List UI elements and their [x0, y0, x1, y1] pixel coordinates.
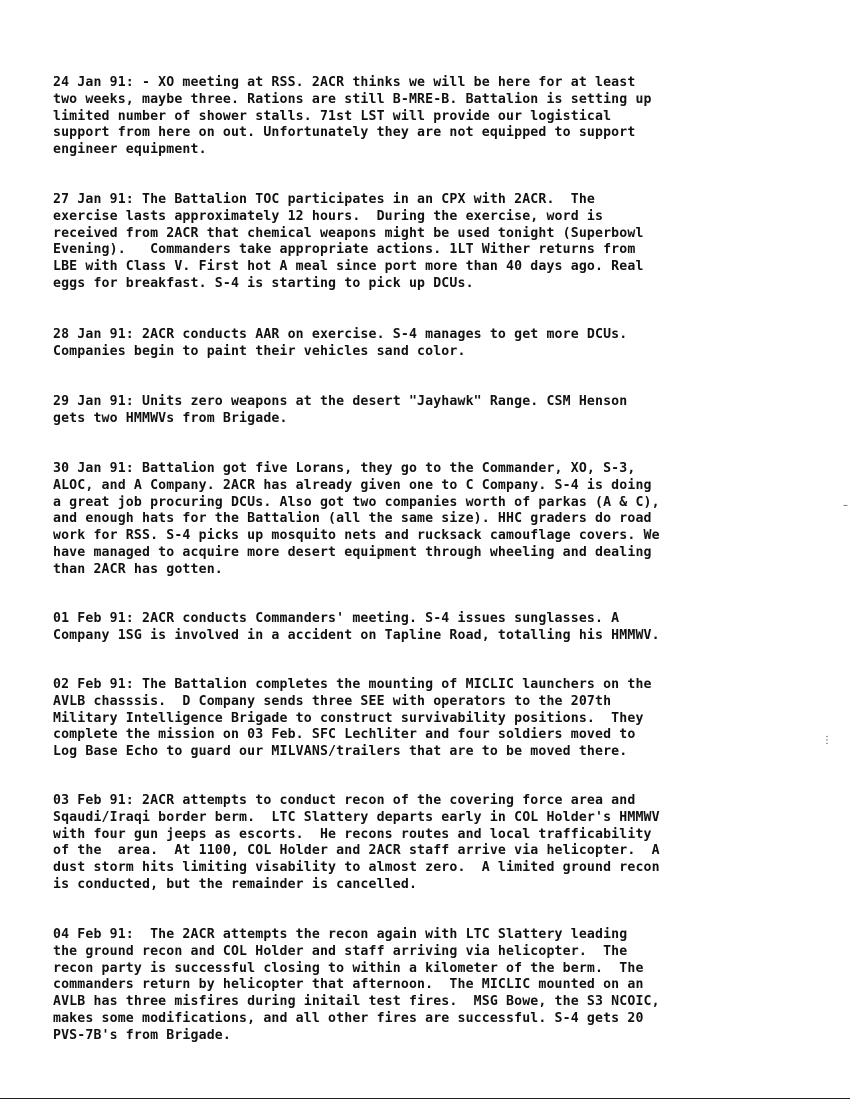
log-entry-29-jan-91: 29 Jan 91: Units zero weapons at the desert "Jayhawk" Range. CSM Henson gets two HMMWVs from Brigade. — [53, 394, 628, 426]
scan-speck-mark: ⋮ — [822, 735, 832, 746]
log-entry-03-feb-91: 03 Feb 91: 2ACR attempts to conduct recon of the covering force area and Sqaudi/Iraqi border berm. LTC Slattery departs early in COL Holder's HMMWV with four gun jeeps as escorts. He recons routes and local trafficability of the area. At 1100, COL Holder and 2ACR staff arrive via helicopter. A dust storm hits limiting visability to almost zero. A limited ground recon is conducted, but the remainder is cancelled. — [53, 793, 660, 892]
log-entry-04-feb-91: 04 Feb 91: The 2ACR attempts the recon again with LTC Slattery leading the ground recon and COL Holder and staff arriving via helicopter. The recon party is successful closing to within a kilometer of the berm. The commanders return by helicopter that afternoon. The MICLIC mounted on an AVLB has three misfires during initail test fires. MSG Bowe, the S3 NCOIC, makes some modifications, and all other fires are successful. S-4 gets 20 PVS-7B's from Brigade. — [53, 927, 660, 1043]
log-entry-27-jan-91: 27 Jan 91: The Battalion TOC participates in an CPX with 2ACR. The exercise lasts approximately 12 hours. During the exercise, word is received from 2ACR that chemical weapons might be used tonight (Superbowl Evening). Commanders take appropriate actions. 1LT Wither returns from LBE with Class V. First hot A meal since port more than 40 days ago. Real eggs for breakfast. S-4 is starting to pick up DCUs. — [53, 192, 644, 291]
log-entry-02-feb-91: 02 Feb 91: The Battalion completes the mounting of MICLIC launchers on the AVLB chasssis. D Company sends three SEE with operators to the 207th Military Intelligence Brigade to construct survivability positions. They complete the mission on 03 Feb. SFC Lechliter and four soldiers moved to Log Base Echo to guard our MILVANS/trailers that are to be moved there. — [53, 677, 652, 760]
bottom-page-rule — [0, 1098, 850, 1099]
log-entry-28-jan-91: 28 Jan 91: 2ACR conducts AAR on exercise. S-4 manages to get more DCUs. Companies begin to paint their vehicles sand color. — [53, 327, 628, 359]
log-entry-01-feb-91: 01 Feb 91: 2ACR conducts Commanders' meeting. S-4 issues sunglasses. A Company 1SG is involved in a accident on Tapline Road, totalling his HMMWV. — [53, 611, 660, 643]
log-entry-24-jan-91: 24 Jan 91: - XO meeting at RSS. 2ACR thinks we will be here for at least two weeks, maybe three. Rations are still B-MRE-B. Battalion is setting up limited number of shower stalls. 71st LST will provide our logistical support from here on out. Unfortunately they are not equipped to support engineer equipment. — [53, 75, 652, 158]
scan-speck-mark: – — [843, 500, 848, 511]
log-entry-30-jan-91: 30 Jan 91: Battalion got five Lorans, they go to the Commander, XO, S-3, ALOC, and A Company. 2ACR has already given one to C Company. S-4 is doing a great job procuring DCUs. Also got two companies worth of parkas (A & C), and enough hats for the Battalion (all the same size). HHC graders do road work for RSS. S-4 picks up mosquito nets and rucksack camouflage covers. We have managed to acquire more desert equipment through wheeling and dealing than 2ACR has gotten. — [53, 461, 660, 577]
